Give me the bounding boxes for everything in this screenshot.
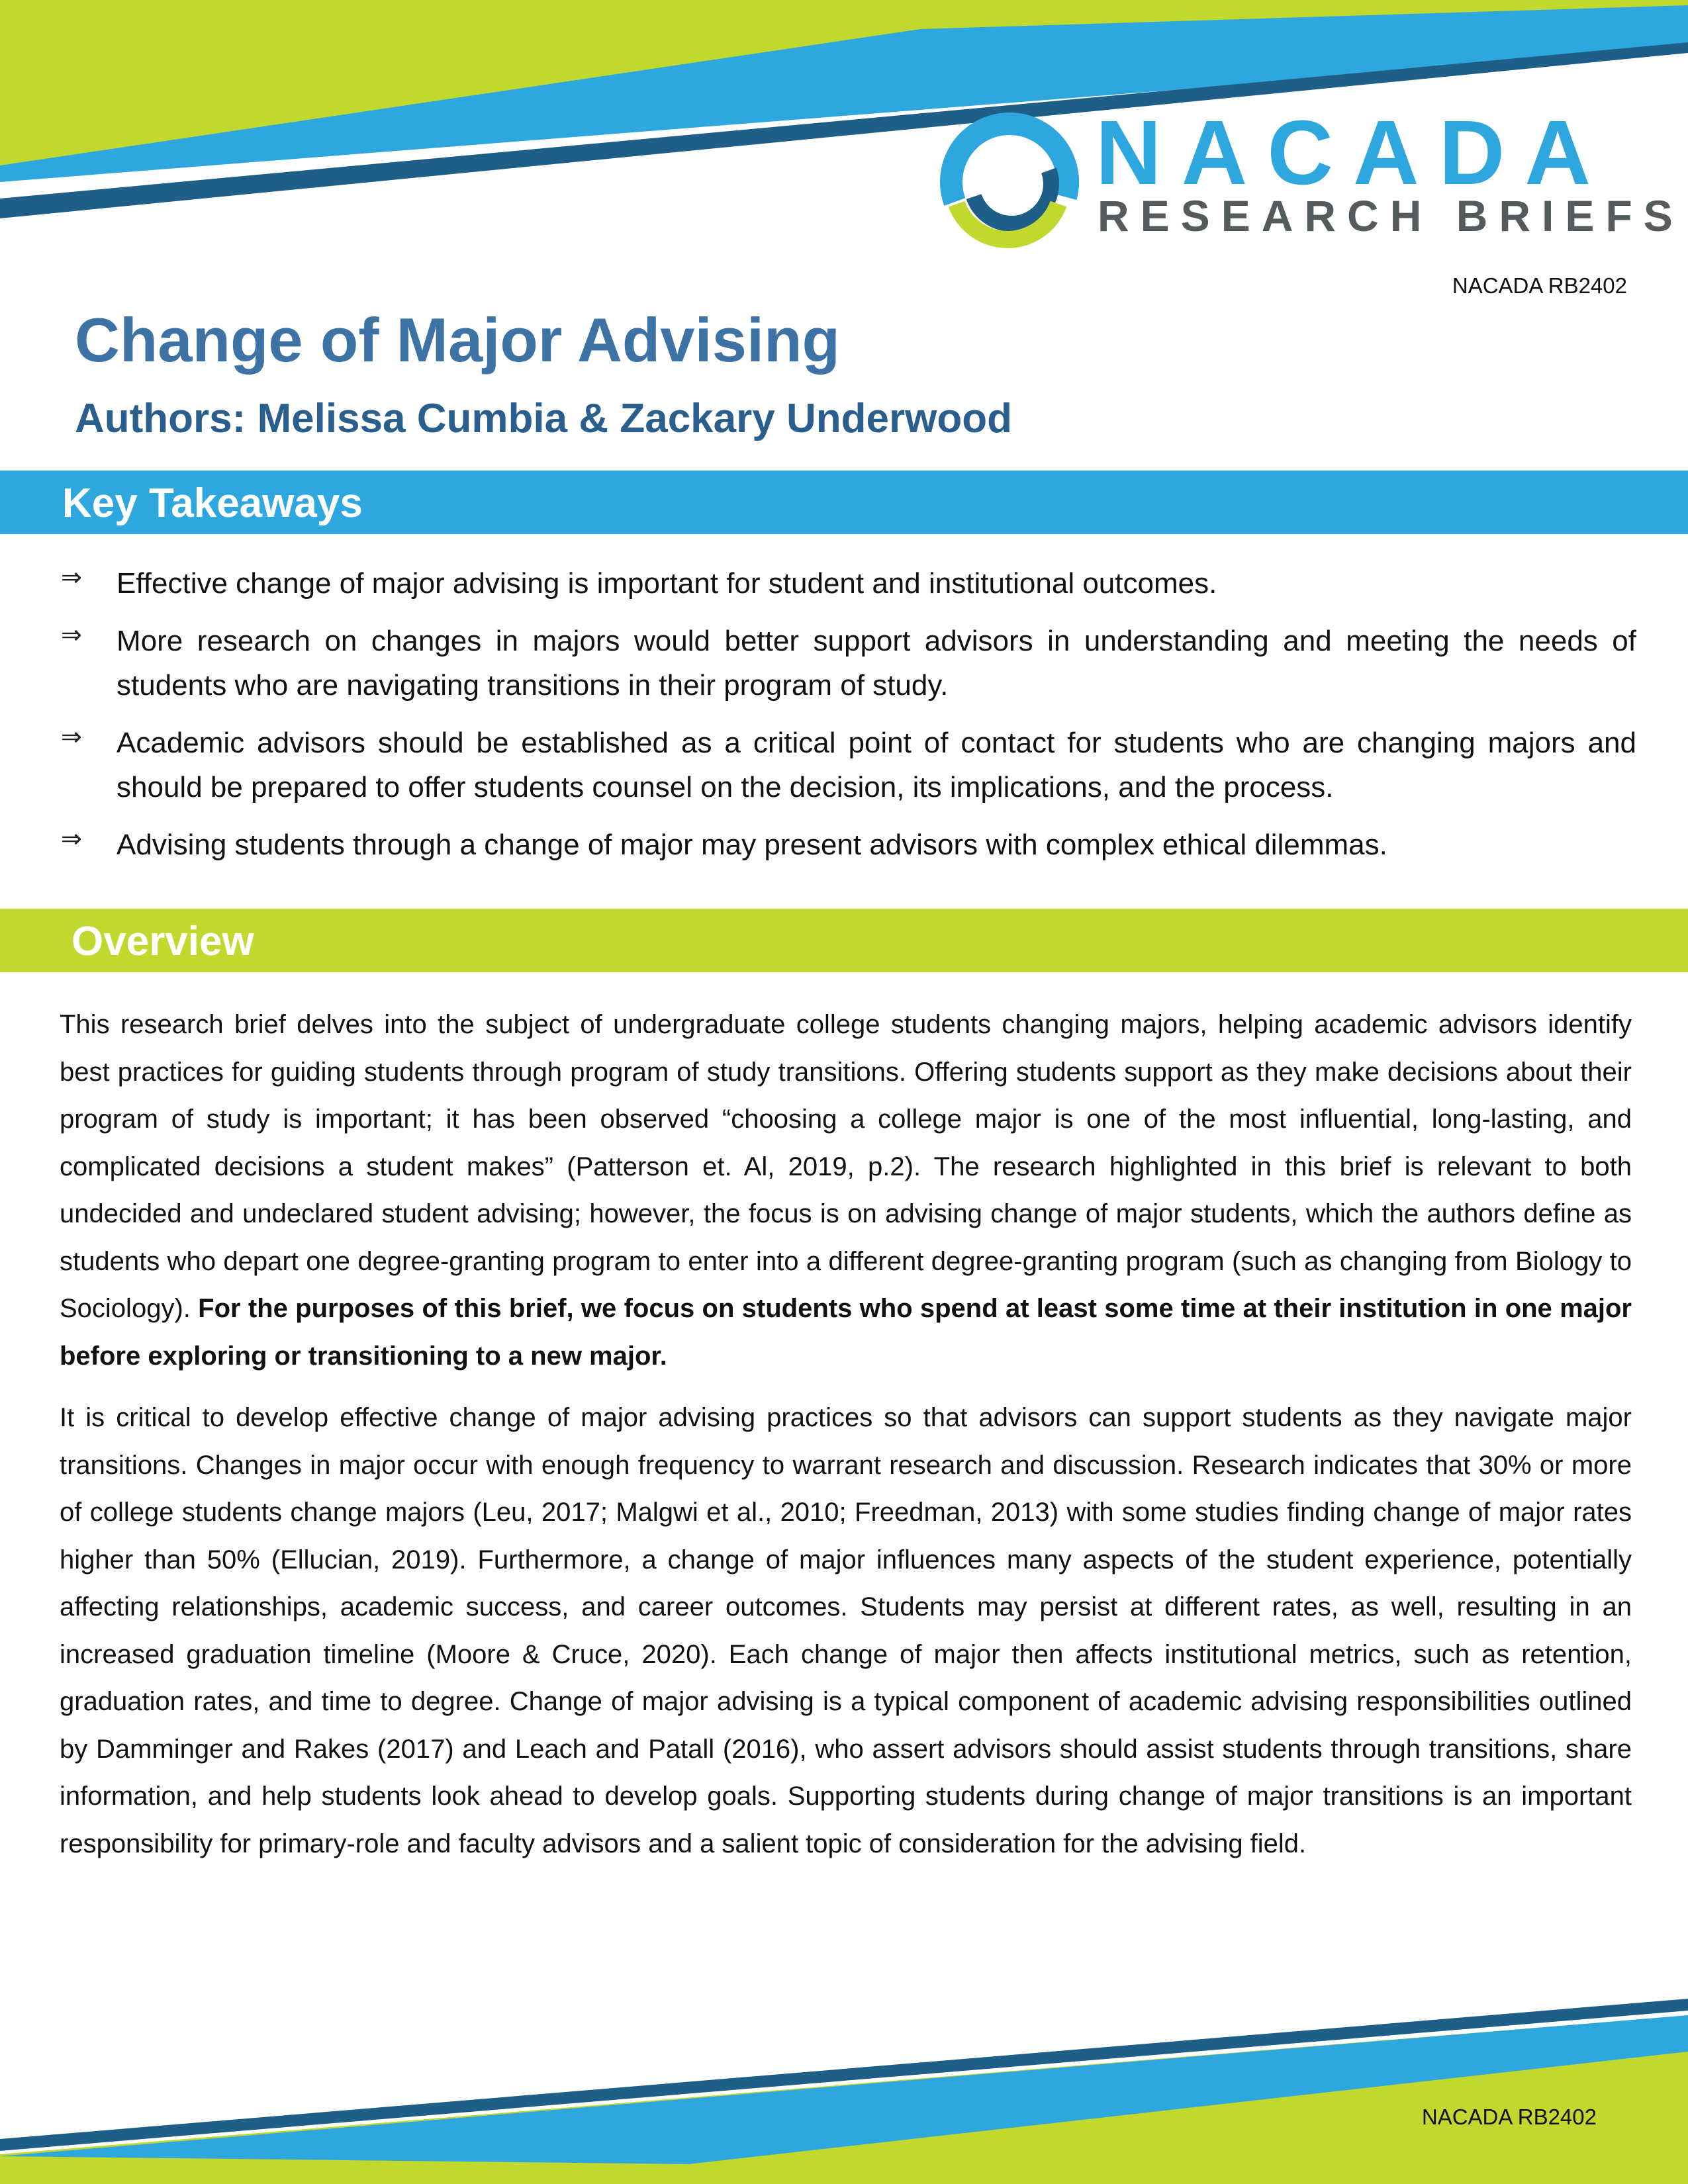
takeaway-item <box>61 619 1636 707</box>
takeaway-text: Effective change of major advising is important for student and institutional outcomes. <box>117 567 1217 600</box>
logo-wordmark: NACADA <box>1096 102 1611 204</box>
authors-line: Authors: Melissa Cumbia & Zackary Underwood <box>75 396 1012 441</box>
double-arrow-icon: ⇒ <box>61 563 82 592</box>
takeaway-item <box>61 823 1636 867</box>
paragraph-bold-text: For the purposes of this brief, we focus on students who spend at least some time at their institution in one major before exploring or transitioning to a new major. <box>60 1294 1632 1371</box>
document-number: NACADA RB2402 <box>1452 273 1627 298</box>
takeaway-text: Academic advisors should be established as a critical point of contact for students who are changing majors and should be prepared to offer students counsel on the decision, its implications, and the process. <box>117 727 1636 803</box>
logo-subtitle: RESEARCH BRIEFS <box>1098 191 1684 240</box>
nacada-logo <box>933 102 1684 258</box>
double-arrow-icon: ⇒ <box>61 824 82 853</box>
takeaway-item <box>61 561 1636 606</box>
double-arrow-icon: ⇒ <box>61 620 82 649</box>
paragraph-text: This research brief delves into the subject of undergraduate college students changing majors, helping academic advisors identify best practices for guiding students through program of study transitions. Offering students support as they make decisions about their program of study is important; it has been observed “choosing a college major is one of the most influential, long-lasting, and complicated decisions a student makes” (Patterson et. Al, 2019, p.2). The research highlighted in this brief is relevant to both undecided and undeclared student advising; however, the focus is on advising change of major students, which the authors define as students who depart one degree-granting program to enter into a different degree-granting program (such as changing from Biology to Sociology). <box>60 1010 1632 1323</box>
overview-paragraph-1 <box>60 1001 1632 1380</box>
double-arrow-icon: ⇒ <box>61 722 82 751</box>
takeaway-item <box>61 721 1636 809</box>
key-takeaways-header-bar <box>0 471 1688 534</box>
takeaway-text: Advising students through a change of major may present advisors with complex ethical dilemmas. <box>117 829 1387 861</box>
key-takeaways-heading: Key Takeaways <box>62 480 363 526</box>
overview-body <box>60 1001 1632 1882</box>
overview-header-bar <box>0 909 1688 972</box>
overview-paragraph-2: It is critical to develop effective change of major advising practices so that advisors can support students as they navigate major transitions. Changes in major occur with enough frequency to warrant research and discussion. Research indicates that 30% or more of college students change majors (Leu, 2017; Malgwi et al., 2010; Freedman, 2013) with some studies finding change of major rates higher than 50% (Ellucian, 2019). Furthermore, a change of major influences many aspects of the student experience, potentially affecting relationships, academic success, and career outcomes. Students may persist at different rates, as well, resulting in an increased graduation timeline (Moore & Cruce, 2020). Each change of major then affects institutional metrics, such as retention, graduation rates, and time to degree. Change of major advising is a typical component of academic advising responsibilities outlined by Damminger and Rakes (2017) and Leach and Patall (2016), who assert advisors should assist students through transitions, share information, and help students look ahead to develop goals. Supporting students during change of major transitions is an important responsibility for primary-role and faculty advisors and a salient topic of consideration for the advising field. <box>60 1403 1632 1858</box>
logo-swirl-icon <box>933 106 1086 258</box>
footer-document-number: NACADA RB2402 <box>1421 2105 1597 2129</box>
overview-heading: Overview <box>71 919 254 964</box>
page-title: Change of Major Advising <box>75 305 840 375</box>
takeaway-text: More research on changes in majors would better support advisors in understanding and meeting the needs of students who are navigating transitions in their program of study. <box>117 625 1636 702</box>
bottom-decorative-swoosh <box>0 1985 1688 2184</box>
key-takeaways-list <box>61 561 1636 880</box>
